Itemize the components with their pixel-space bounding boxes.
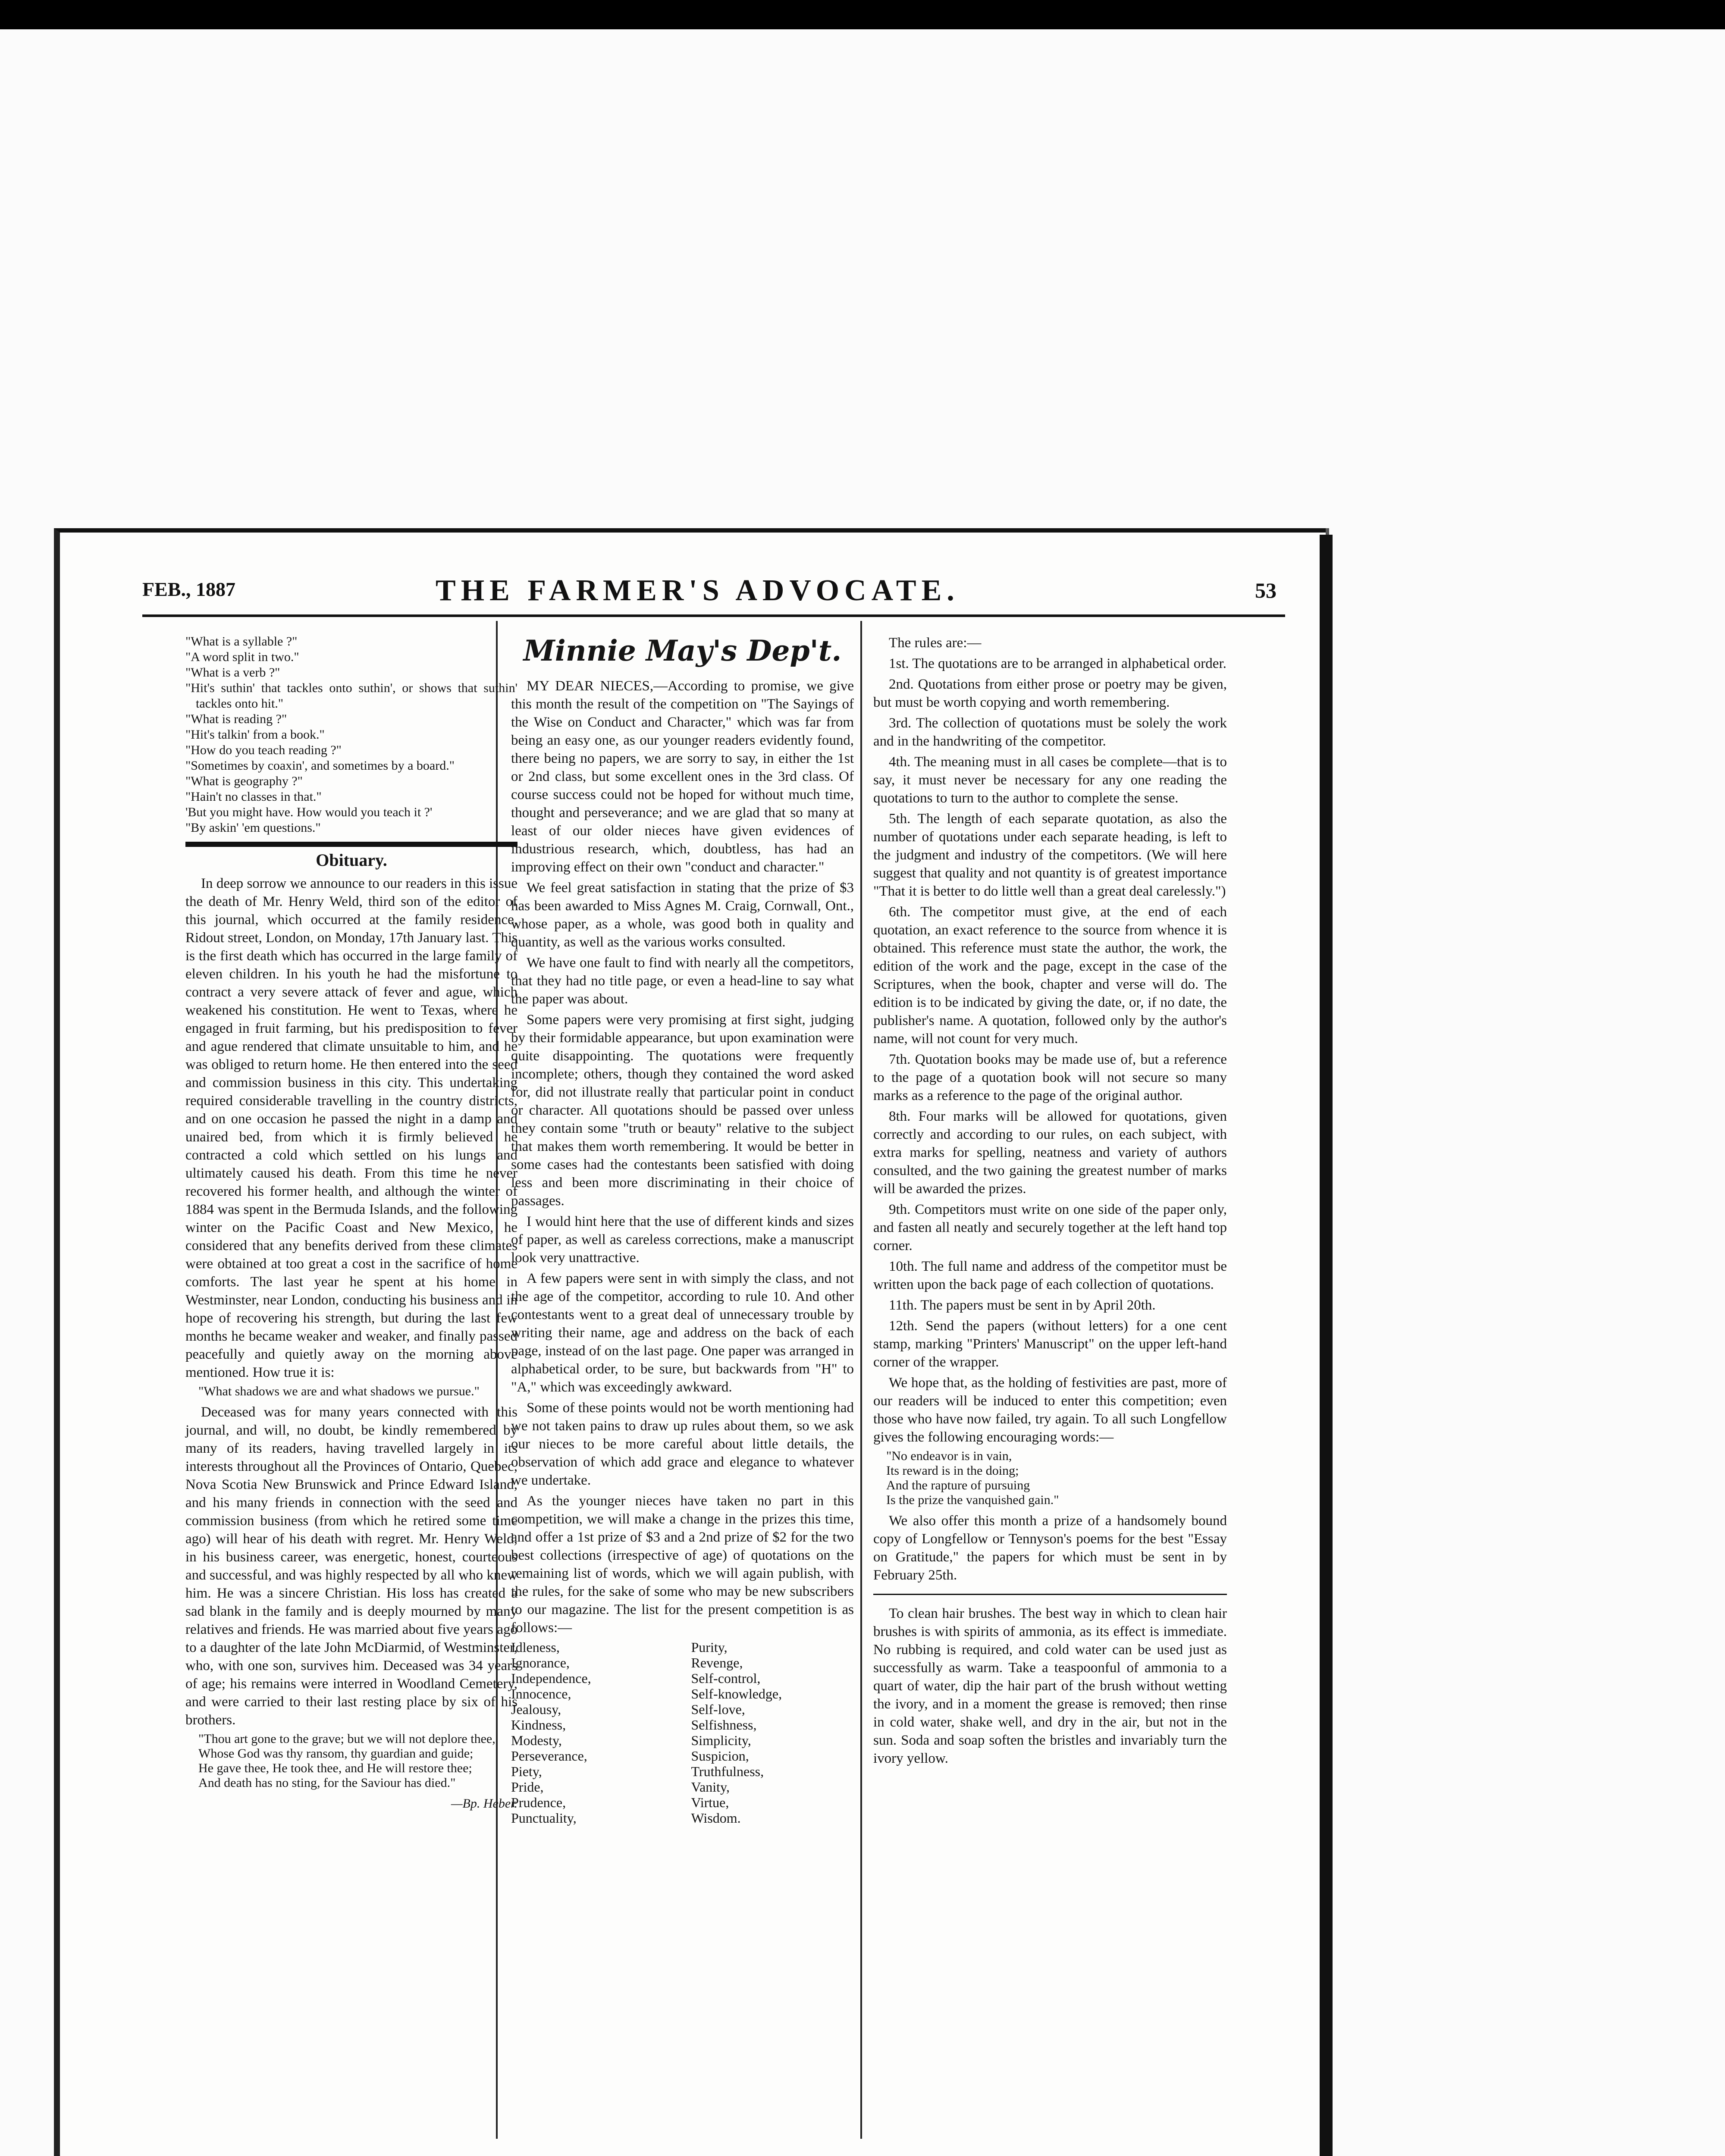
hymn-line: "Thou art gone to the grave; but we will not deplore thee, [198, 1732, 496, 1746]
verse-line: "What is geography ?" [185, 774, 303, 788]
verse-line: And the rapture of pursuing [886, 1478, 1030, 1492]
article-paragraph: We feel great satisfaction in stating that the prize of $3 has been awarded to Miss Agnes M. Craig, Cornwall, Ont., whose paper, as a whole, was good both in quality and quantity, as well as the various works consulted. [511, 880, 854, 950]
rule-item: 1st. The quotations are to be arranged in alphabetical order. [889, 656, 1226, 671]
header-rule [142, 614, 1285, 617]
verse-line: Its reward is in the doing; [886, 1463, 1019, 1478]
word-item: Self-knowledge, [691, 1686, 782, 1702]
word-item: Selfishness, [691, 1717, 757, 1733]
word-item: Pride, [511, 1779, 544, 1795]
hymn-verse [198, 1732, 518, 1790]
rule-item: 8th. Four marks will be allowed for quotations, given correctly and according to our rules, on each subject, with extra marks for spelling, neatness and variety of authors consulted, and the two gaining the greatest number of marks will be awarded the prizes. [873, 1109, 1227, 1197]
word-item: Jealousy, [511, 1702, 561, 1717]
word-item: Prudence, [511, 1795, 566, 1810]
word-item: Truthfulness, [691, 1764, 764, 1779]
obituary-quote [198, 1384, 518, 1399]
article-paragraph: As the younger nieces have taken no part in this competition, we will make a change in the prizes this time, and offer a 1st prize of $3 and a 2nd prize of $2 for the two best collections (irrespective of age) of quotations on the remaining list of words, which we will again publish, with the rules, for the sake of some who may be new subscribers to our magazine. The list for the present competition is as follows:— [511, 1493, 854, 1636]
hymn-attribution: —Bp. Heber. [451, 1796, 518, 1811]
word-item: Kindness, [511, 1717, 566, 1733]
word-item: Independence, [511, 1670, 591, 1686]
word-list-right [674, 1639, 854, 1826]
department-heading: Minnie May's Dep't. [523, 634, 842, 667]
verse-line: "Sometimes by coaxin', and sometimes by a board." [185, 758, 455, 773]
verse-line: "By askin' 'em questions." [185, 821, 321, 835]
quote-line: "What shadows we are and what shadows we pursue." [198, 1384, 480, 1398]
word-item: Vanity, [691, 1779, 730, 1795]
word-item: Modesty, [511, 1733, 562, 1748]
article-paragraph: I would hint here that the use of different kinds and sizes of paper, as well as careless corrections, make a manuscript look very unattractive. [511, 1214, 854, 1266]
page-header [142, 573, 1285, 612]
rule-item: 5th. The length of each separate quotation, as also the number of quotations under each separate heading, is left to the judgment and industry of the competitors. (We will here suggest that quality and not quantity is of greatest importance "That it is better to do little well than a great deal carelessly.") [873, 811, 1227, 899]
word-item: Purity, [691, 1639, 728, 1655]
article-paragraph: We also offer this month a prize of a handsomely bound copy of Longfellow or Tennyson's poems for the best "Essay on Gratitude," the papers for which must be sent in by February 25th. [873, 1513, 1227, 1583]
word-item: Self-love, [691, 1702, 745, 1717]
page-number: 53 [1255, 578, 1276, 602]
rule-item: 2nd. Quotations from either prose or poetry may be given, but must be worth copying and worth remembering. [873, 677, 1227, 710]
word-item: Punctuality, [511, 1810, 577, 1826]
word-item: Revenge, [691, 1655, 743, 1670]
column-right [873, 634, 1227, 1770]
article-paragraph: MY DEAR NIECES,—According to promise, we give this month the result of the competition on "The Sayings of the Wise on Conduct and Character," which was far from being an easy one, as our younger readers evidently found, there being no papers, we are sorry to say, in either the 1st or 2nd class, but some excellent ones in the 3rd class. Of course success could not be hoped for without much time, thought and perseverance; and we are glad that so many at least of our older nieces have given evidences of industrious research, which, doubtless, has had an improving effect on their own "conduct and character." [511, 678, 854, 875]
verse-line: "What is reading ?" [185, 712, 287, 726]
verse-line: "A word split in two." [185, 650, 299, 664]
article-paragraph: We have one fault to find with nearly all the competitors, that they had no title page, or even a head-line to say what the paper was about. [511, 955, 854, 1007]
hymn-line: And death has no sting, for the Saviour has died." [198, 1776, 456, 1790]
section-rule [185, 842, 518, 847]
word-item: Self-control, [691, 1670, 761, 1686]
verse-line: "What is a syllable ?" [185, 634, 298, 649]
verse-line: "No endeavor is in vain, [886, 1449, 1012, 1463]
verse-line: "Hit's suthin' that tackles onto suthin', or shows that suthin' tackles onto hit." [185, 681, 518, 711]
hymn-line: He gave thee, He took thee, and He will restore thee; [198, 1761, 472, 1775]
word-item: Idleness, [511, 1639, 560, 1655]
rule-item: 9th. Competitors must write on one side of the paper only, and fasten all neatly and securely together at the left hand top corner. [873, 1202, 1227, 1253]
rule-item: 3rd. The collection of quotations must be solely the work and in the handwriting of the competitor. [873, 715, 1227, 749]
column-left [185, 634, 518, 1813]
dialogue-verse [185, 634, 518, 836]
word-item: Simplicity, [691, 1733, 751, 1748]
page-edge-shadow [1320, 535, 1333, 2156]
rule-item: 12th. Send the papers (without letters) for a one cent stamp, marking "Printers' Manuscript" on the upper left-hand corner of the wrapper. [873, 1318, 1227, 1370]
word-item: Suspicion, [691, 1748, 749, 1764]
verse-line: "Hit's talkin' from a book." [185, 727, 325, 742]
article-paragraph: A few papers were sent in with simply the class, and not the age of the competitor, according to rule 10. And other contestants went to a great deal of unnecessary trouble by writing their name, age and address on the back of each page, instead of on the last page. One paper was arranged in alphabetical order, to be sure, but backwards from "H" to "A," which was exceedingly awkward. [511, 1271, 854, 1395]
article-paragraph: Some papers were very promising at first sight, judging by their formidable appearance, but upon examination were quite disappointing. The quotations were frequently incomplete; others, though they contained the word asked for, did not illustrate really that particular point in conduct or character. All quotations should be passed over unless they contain some "truth or beauty" relative to the subject that makes them worth remembering. It would be better in some cases had the contestants been satisfied with doing less and been more discriminating in their choice of passages. [511, 1012, 854, 1209]
word-item: Virtue, [691, 1795, 729, 1810]
column-middle [511, 634, 854, 1826]
word-item: Wisdom. [691, 1810, 741, 1826]
verse-line: "How do you teach reading ?" [185, 743, 342, 757]
article-paragraph: We hope that, as the holding of festivities are past, more of our readers will be induced to enter this competition; even those who have now failed, try again. To all such Longfellow gives the following encouraging words:— [873, 1375, 1227, 1445]
word-item: Innocence, [511, 1686, 571, 1702]
verse-line: Is the prize the vanquished gain." [886, 1493, 1059, 1507]
word-list [511, 1639, 854, 1826]
word-list-left [511, 1639, 674, 1826]
verse-line: "Hain't no classes in that." [185, 790, 322, 804]
longfellow-verse [886, 1449, 1227, 1507]
rule-item: 4th. The meaning must in all cases be complete—that is to say, it must never be necessary for any one reading the quotations to turn to the author to complete the sense. [873, 754, 1227, 806]
verse-line: "What is a verb ?" [185, 665, 280, 680]
section-rule [873, 1594, 1227, 1595]
obituary-heading: Obituary. [316, 850, 387, 870]
word-item: Perseverance, [511, 1748, 587, 1764]
issue-date: FEB., 1887 [142, 578, 235, 600]
rules-intro: The rules are:— [889, 635, 982, 651]
column-divider-2 [860, 621, 862, 2139]
word-item: Ignorance, [511, 1655, 570, 1670]
word-item: Piety, [511, 1764, 542, 1779]
household-tip: To clean hair brushes. The best way in which to clean hair brushes is with spirits of ammonia, as its effect is immediate. No rubbing is required, and cold water can be used just as successfully as warm. Take a teaspoonful of ammonia to a quart of water, dip the hair part of the brush without wetting the ivory, and in a moment the grease is removed; then rinse in cold water, shake well, and dry in the air, but not in the sun. Soda and soap soften the bristles and invariably turn the ivory yellow. [873, 1606, 1227, 1766]
hymn-line: Whose God was thy ransom, thy guardian and guide; [198, 1746, 474, 1761]
rule-item: 6th. The competitor must give, at the end of each quotation, an exact reference to the source from whence it is obtained. This reference must state the author, the work, the edition of the work and the page, except in the case of the Scriptures, when the book, chapter and verse will do. The edition is to be indicated by giving the date, or, if no date, the publisher's name. A quotation, followed only by the author's name, will not count for very much. [873, 904, 1227, 1047]
verse-line: 'But you might have. How would you teach it ?' [185, 805, 433, 819]
rule-item: 10th. The full name and address of the competitor must be written upon the back page of each collection of quotations. [873, 1259, 1227, 1292]
article-paragraph: Some of these points would not be worth mentioning had we not taken pains to draw up rules about them, so we ask our nieces to be more careful about little details, the observation of which add grace and elegance to whatever we undertake. [511, 1400, 854, 1488]
obituary-paragraph: Deceased was for many years connected with this journal, and will, no doubt, be kindly remembered by many of its readers, having travelled largely in its interests throughout all the Provinces of Ontario, Quebec, Nova Scotia New Brunswick and Prince Edward Island, and his many friends in connection with the seed and commission business (from which he retired some time ago) will hear of his death with regret. Mr. Henry Weld, in his business career, was energetic, honest, courteous and successful, and was highly respected by all who knew him. He was a sincere Christian. His loss has created a sad blank in the family and is deeply mourned by many relatives and friends. He was married about five years ago to a daughter of the late John McDiarmid, of Westminster, who, with one son, survives him. Deceased was 34 years of age; his remains were interred in Woodland Cemetery, and were carried to their last resting place by six of his brothers. [185, 1404, 518, 1728]
rule-item: 11th. The papers must be sent in by April 20th. [889, 1297, 1156, 1313]
masthead-title: THE FARMER'S ADVOCATE. [436, 574, 960, 607]
obituary-paragraph: In deep sorrow we announce to our readers in this issue the death of Mr. Henry Weld, third son of the editor of this journal, which occurred at the family residence, Ridout street, London, on Monday, 17th January last. This is the first death which has occurred in the large family of eleven children. In his youth he had the misfortune to contract a very severe attack of fever and ague, which weakened his constitution. He went to Texas, where he engaged in fruit farming, but his predisposition to fever and ague rendered that climate unsuitable to him, and he was obliged to return home. He then entered into the seed and commission business in this city. This undertaking required considerable travelling in the country districts, and on one occasion he passed the night in a damp and unaired bed, from which it is firmly believed he contracted a cold which settled on his lungs and ultimately caused his death. From this time he never recovered his former health, and although the winter of 1884 was spent in the Bermuda Islands, and the following winter on the Pacific Coast and New Mexico, he considered that any benefits derived from these climates were obtained at too great a cost in the sacrifice of home comforts. The last year he spent at his home in Westminster, near London, conducting his business and in hope of recovering his strength, but during the last few months he became weaker and weaker, and finally passed peacefully and quietly away on the morning above mentioned. How true it is: [185, 876, 518, 1380]
rule-item: 7th. Quotation books may be made use of, but a reference to the page of a quotation book will not secure so many marks as a reference to the page of the original author. [873, 1052, 1227, 1103]
